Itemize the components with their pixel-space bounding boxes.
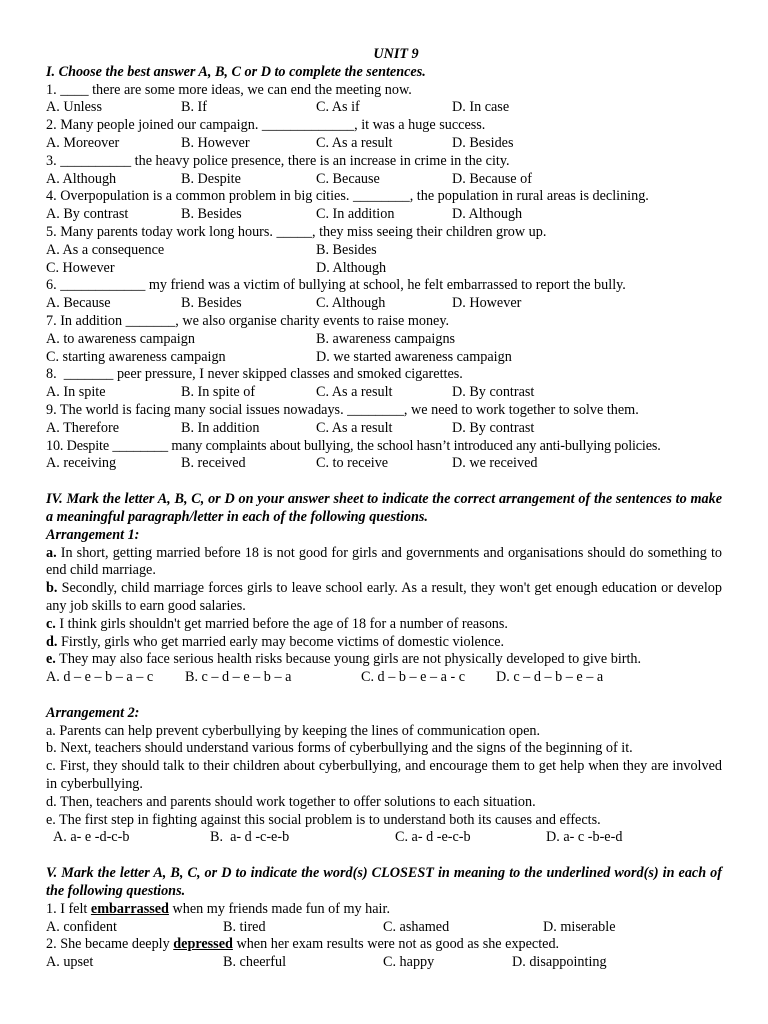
- option-a: A. confident: [46, 918, 117, 935]
- question-stem: 2. Many people joined our campaign. _____________, it was a huge success.: [46, 117, 486, 134]
- option-a: A. Unless: [46, 99, 102, 116]
- answer-options: [46, 829, 722, 847]
- option-b: B. cheerful: [223, 954, 287, 971]
- option-c: C. happy: [383, 954, 435, 971]
- question-stem: 4. Overpopulation is a common problem in big cities. ________, the population in rural areas is declining.: [46, 188, 649, 205]
- option-b: B. Despite: [181, 170, 241, 187]
- option-c: C. As a result: [316, 419, 393, 436]
- sentence-text: I think girls shouldn't get married before the age of 18 for a number of reasons.: [55, 615, 508, 632]
- answer-options: [46, 295, 722, 313]
- question-stem: 6. ____________ my friend was a victim of bullying at school, he felt embarrassed to report the bully.: [46, 277, 626, 294]
- sentence-d: [46, 634, 722, 652]
- option-a: A. to awareness campaign: [46, 330, 195, 347]
- sentence-letter: d.: [46, 633, 58, 650]
- answer-options: [46, 171, 722, 189]
- stem-before: 2. She became deeply: [46, 936, 174, 953]
- answer-options: [46, 349, 722, 367]
- option-b: B. If: [181, 99, 208, 116]
- option-b: B. Besides: [316, 241, 377, 258]
- option-b: B. received: [181, 455, 246, 472]
- answer-options: [46, 420, 722, 438]
- option-c: C. ashamed: [383, 918, 450, 935]
- option-b: B. Besides: [181, 206, 242, 223]
- option-c: C. In addition: [316, 206, 395, 223]
- sentence-a: a. Parents can help prevent cyberbullying by keeping the lines of communication open.: [46, 722, 541, 739]
- option-c: C. Although: [316, 295, 386, 312]
- answer-options: [46, 384, 722, 402]
- option-d: D. we received: [452, 455, 538, 472]
- option-d: D. c – d – b – e – a: [496, 669, 604, 686]
- question-stem: 5. Many parents today work long hours. _____, they miss seeing their children grow up.: [46, 223, 547, 240]
- underlined-word: embarrassed: [90, 900, 169, 917]
- answer-options: [46, 242, 722, 260]
- sentence-d: d. Then, teachers and parents should work together to offer solutions to each situation.: [46, 793, 536, 810]
- spacer: [46, 847, 722, 865]
- question-stem: 10. Despite ________ many complaints about bullying, the school hasn’t introduced any anti-bullying policies.: [46, 437, 661, 454]
- option-c: C. However: [46, 259, 115, 276]
- option-b: B. tired: [223, 918, 266, 935]
- option-d: D. Besides: [452, 134, 514, 151]
- question-stem: [46, 901, 722, 919]
- sentence-text: Secondly, child marriage forces girls to leave school early. As a result, they won't get enough education or develop any job skills to earn good salaries.: [46, 580, 722, 614]
- section-1-questions: [46, 82, 722, 474]
- option-c: C. As a result: [316, 384, 393, 401]
- stem-after: when my friends made fun of my hair.: [168, 900, 390, 917]
- section-5-heading: V. Mark the letter A, B, C, or D to indicate the word(s) CLOSEST in meaning to the underlined word(s) in each of the following questions.: [46, 865, 722, 900]
- answer-options: [46, 260, 722, 278]
- sentence-letter: e.: [46, 651, 56, 668]
- sentence-letter: a.: [46, 544, 57, 561]
- option-b: B. c – d – e – b – a: [185, 669, 292, 686]
- underlined-word: depressed: [173, 936, 233, 953]
- stem-after: when her exam results were not as good as she expected.: [232, 936, 560, 953]
- sentence-text: Firstly, girls who get married early may become victims of domestic violence.: [57, 633, 505, 650]
- option-d: D. Because of: [452, 170, 532, 187]
- sentence-text: They may also face serious health risks because young girls are not physically developed to give birth.: [55, 651, 642, 668]
- option-b: B. However: [181, 134, 250, 151]
- option-b: B. awareness campaigns: [316, 330, 456, 347]
- sentence-c: c. First, they should talk to their children about cyberbullying, and encourage them to get help when they are involved in cyberbullying.: [46, 758, 722, 793]
- answer-options: [46, 331, 722, 349]
- option-c: C. Because: [316, 170, 380, 187]
- option-c: C. d – b – e – a - c: [361, 669, 466, 686]
- arrangement-2-label: Arrangement 2:: [46, 704, 140, 721]
- option-a: A. a- e -d-c-b: [53, 829, 130, 846]
- sentence-text: In short, getting married before 18 is not good for girls and governments and organisations should do something to end child marriage.: [46, 544, 722, 579]
- option-c: C. to receive: [316, 455, 389, 472]
- answer-options: [46, 919, 722, 937]
- question-stem: [46, 936, 722, 954]
- option-c: C. starting awareness campaign: [46, 348, 226, 365]
- question-stem: 1. ____ there are some more ideas, we can end the meeting now.: [46, 81, 412, 98]
- option-a: A. In spite: [46, 384, 106, 401]
- answer-options: [46, 954, 722, 972]
- option-c: C. As if: [316, 99, 360, 116]
- sentence-b: [46, 580, 722, 616]
- sentence-a: [46, 545, 722, 581]
- arrangement-1-label: Arrangement 1:: [46, 526, 140, 543]
- sentence-b: b. Next, teachers should understand various forms of cyberbullying and the signs of the beginning of it.: [46, 740, 633, 757]
- option-d: D. In case: [452, 99, 510, 116]
- answer-options: [46, 669, 722, 687]
- option-c: C. a- d -e-c-b: [395, 829, 471, 846]
- spacer: [46, 473, 722, 491]
- option-d: D. a- c -b-e-d: [546, 829, 623, 846]
- option-d: D. miserable: [543, 918, 616, 935]
- sentence-e: e. The first step in fighting against this social problem is to understand both its causes and effects.: [46, 811, 601, 828]
- option-a: A. Therefore: [46, 419, 120, 436]
- option-b: B. In spite of: [181, 384, 256, 401]
- option-a: A. Moreover: [46, 134, 120, 151]
- option-d: D. Although: [452, 206, 523, 223]
- spacer: [46, 687, 722, 705]
- option-a: A. upset: [46, 954, 94, 971]
- option-d: D. However: [452, 295, 522, 312]
- section-1-heading: I. Choose the best answer A, B, C or D to complete the sentences.: [46, 63, 426, 80]
- answer-options: [46, 206, 722, 224]
- option-d: D. By contrast: [452, 384, 535, 401]
- option-a: A. Because: [46, 295, 111, 312]
- sentence-letter: c.: [46, 615, 56, 632]
- option-d: D. we started awareness campaign: [316, 348, 512, 365]
- option-a: A. receiving: [46, 455, 117, 472]
- sentence-e: [46, 651, 722, 669]
- answer-options: [46, 99, 722, 117]
- answer-options: [46, 455, 722, 473]
- sentence-c: [46, 616, 722, 634]
- option-d: D. By contrast: [452, 419, 535, 436]
- answer-options: [46, 135, 722, 153]
- option-c: C. As a result: [316, 134, 393, 151]
- page-title: UNIT 9: [373, 46, 419, 62]
- option-a: A. As a consequence: [46, 241, 165, 258]
- question-stem: 8. _______ peer pressure, I never skipped classes and smoked cigarettes.: [46, 366, 463, 383]
- question-stem: 7. In addition _______, we also organise charity events to raise money.: [46, 312, 450, 329]
- arrangement-1-sentences: [46, 545, 722, 670]
- question-stem: 3. __________ the heavy police presence, there is an increase in crime in the city.: [46, 152, 510, 169]
- section-4-heading: IV. Mark the letter A, B, C, or D on your answer sheet to indicate the correct arrangement of the sentences to make a meaningful paragraph/letter in each of the following questions.: [46, 491, 722, 525]
- option-a: A. Although: [46, 170, 117, 187]
- arrangement-2-sentences: [46, 723, 722, 830]
- option-b: B. Besides: [181, 295, 242, 312]
- option-d: D. Although: [316, 259, 387, 276]
- option-b: B. In addition: [181, 419, 260, 436]
- option-a: A. d – e – b – a – c: [46, 669, 154, 686]
- option-d: D. disappointing: [512, 954, 607, 971]
- question-stem: 9. The world is facing many social issues nowadays. ________, we need to work together to solve them.: [46, 401, 639, 418]
- option-a: A. By contrast: [46, 206, 129, 223]
- option-b: B. a- d -c-e-b: [210, 829, 290, 846]
- sentence-letter: b.: [46, 580, 58, 597]
- stem-before: 1. I felt: [46, 900, 91, 917]
